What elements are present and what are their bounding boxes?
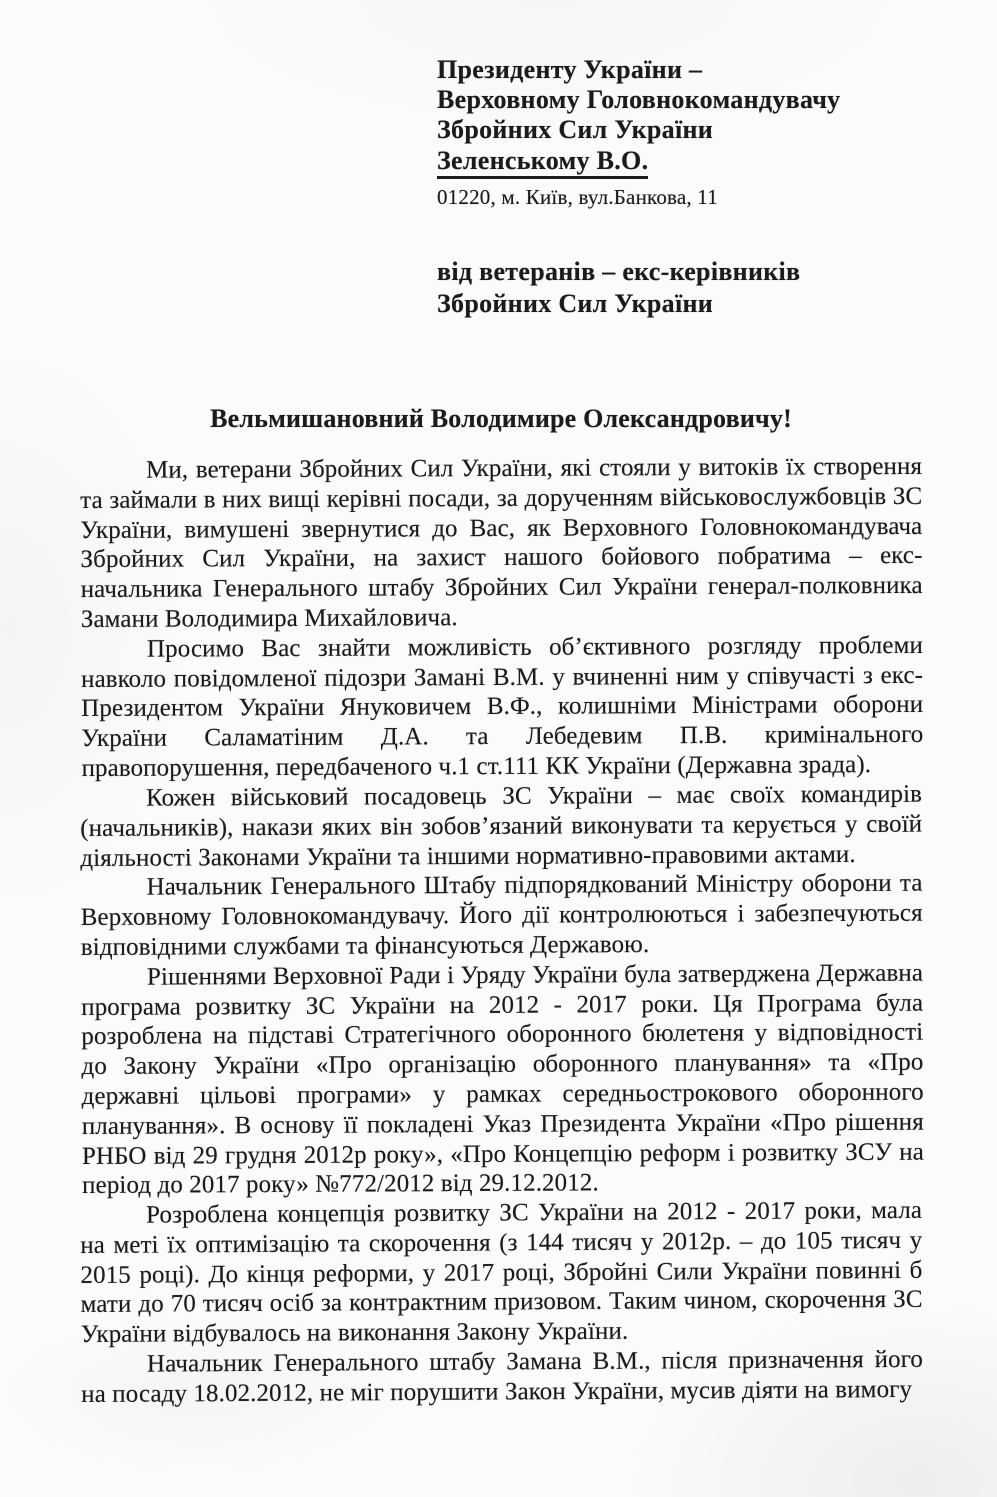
- letter-body: [80, 452, 925, 1410]
- paragraph: Начальник Генерального Штабу підпорядкований Міністру оборони та Верховному Головнокомандувачу. Його дії контролюються і забезпечуються відповідними службами та фінансуються Державою.: [80, 869, 923, 961]
- paragraph: Начальник Генерального штабу Замана В.М., після призначення його на посаду 18.02.2012, не міг порушити Закон України, мусив діяти на вимогу: [81, 1345, 924, 1408]
- paragraph: Рішеннями Верховної Ради і Уряду України була затверджена Державна програма розвитку ЗС України на 2012 - 2017 роки. Ця Програма була розроблена на підставі Стратегічного оборонного бюлетеня у відповідності до Закону України «Про організацію оборонного планування» та «Про державні цільові програми» у рамках середньострокового оборонного планування». В основу її покладені Указ Президента України «Про рішення РНБО від 29 грудня 2012р року», «Про Концепцію реформ і розвитку ЗСУ на період до 2017 року» №772/2012 від 29.12.2012.: [81, 959, 925, 1200]
- recipient-line: Президенту України –: [437, 55, 703, 84]
- sender-line: Збройних Сил України: [437, 289, 714, 318]
- recipient-name-row: [437, 145, 922, 179]
- body-section-2: [80, 779, 924, 1201]
- recipient-line: Верховному Головнокомандувачу: [437, 85, 841, 114]
- sender-line: від ветеранів – екс-керівників: [437, 257, 801, 286]
- body-section-1: [80, 452, 924, 784]
- salutation: Вельмишановний Володимире Олександровичу!: [210, 404, 792, 433]
- body-section-3: [80, 1196, 923, 1410]
- recipient-line: Збройних Сил України: [437, 115, 714, 144]
- paragraph: Ми, ветерани Збройних Сил України, які стояли у витоків їх створення та займали в них вищі керівні посади, за дорученням військовослужбовців ЗС України, вимушені звернутися до Вас, як Верховного Головнокомандувача Збройних Сил України, на захист нашого бойового побратима – екс-начальника Генерального штабу Збройних Сил України генерал-полковника Замани Володимира Михайловича.: [80, 452, 923, 633]
- paragraph: Кожен військовий посадовець ЗС України – має своїх командирів (начальників), накази яких він зобов’язаний виконувати та керується у своїй діяльності Законами України та іншими нормативно-правовими актами.: [80, 780, 923, 872]
- paragraph: Просимо Вас знайти можливість об’єктивного розгляду проблеми навколо повідомленої підозри Замані В.М. у вчиненні ним у співучасті з екс-Президентом України Януковичем В.Ф., колишніми Міністрами оборони України Саламатіним Д.А. та Лебедевим П.В. кримінального правопорушення, передбаченого ч.1 ст.111 КК України (Державна зрада).: [81, 631, 924, 782]
- recipient-block: [437, 55, 922, 210]
- sender-block: [437, 256, 922, 320]
- recipient-name: Зеленському В.О.: [437, 147, 648, 179]
- recipient-address: 01220, м. Київ, вул.Банкова, 11: [437, 185, 718, 209]
- paragraph: Розроблена концепція розвитку ЗС України на 2012 - 2017 роки, мала на меті їх оптимізацію та скорочення (з 144 тисяч у 2012р. – до 105 тисяч у 2015 році). До кінця реформи, у 2017 році, Збройні Сили України повинні б мати до 70 тисяч осіб за контрактним призовом. Таким чином, скорочення ЗС України відбувалось на виконання Закону України.: [80, 1196, 923, 1349]
